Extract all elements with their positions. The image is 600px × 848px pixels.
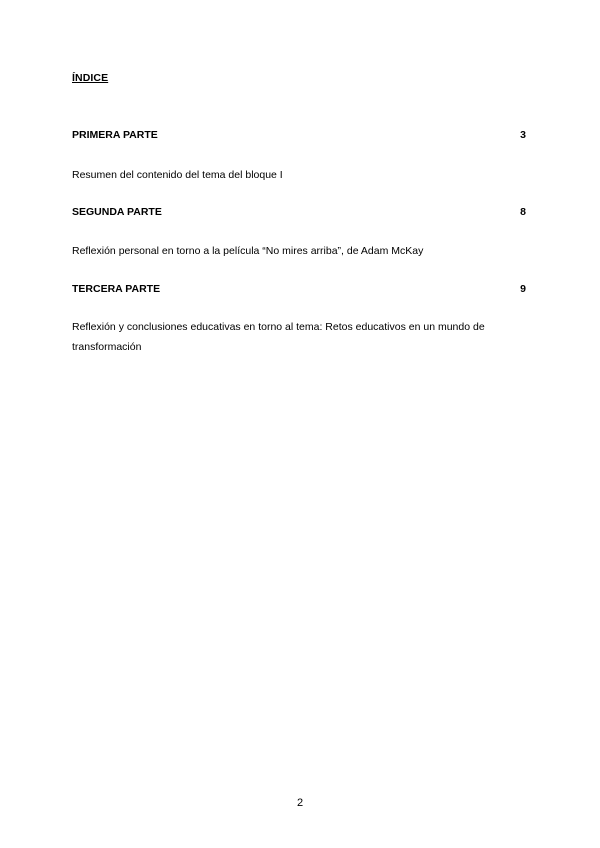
section-page-number: 8 <box>520 206 526 218</box>
section-page-number: 9 <box>520 283 526 295</box>
section-heading-label: SEGUNDA PARTE <box>72 206 162 218</box>
section-description: Reflexión y conclusiones educativas en torno al tema: Retos educativos en un mundo de transformación <box>72 321 485 353</box>
section-heading-label: PRIMERA PARTE <box>72 129 158 141</box>
section-description: Reflexión personal en torno a la película “No mires arriba”, de Adam McKay <box>72 245 424 257</box>
section-page-number: 3 <box>520 129 526 141</box>
page-number: 2 <box>296 797 304 809</box>
section-heading-label: TERCERA PARTE <box>72 283 161 295</box>
section-description: Resumen del contenido del tema del bloque I <box>72 169 283 181</box>
index-title: ÍNDICE <box>72 72 109 84</box>
